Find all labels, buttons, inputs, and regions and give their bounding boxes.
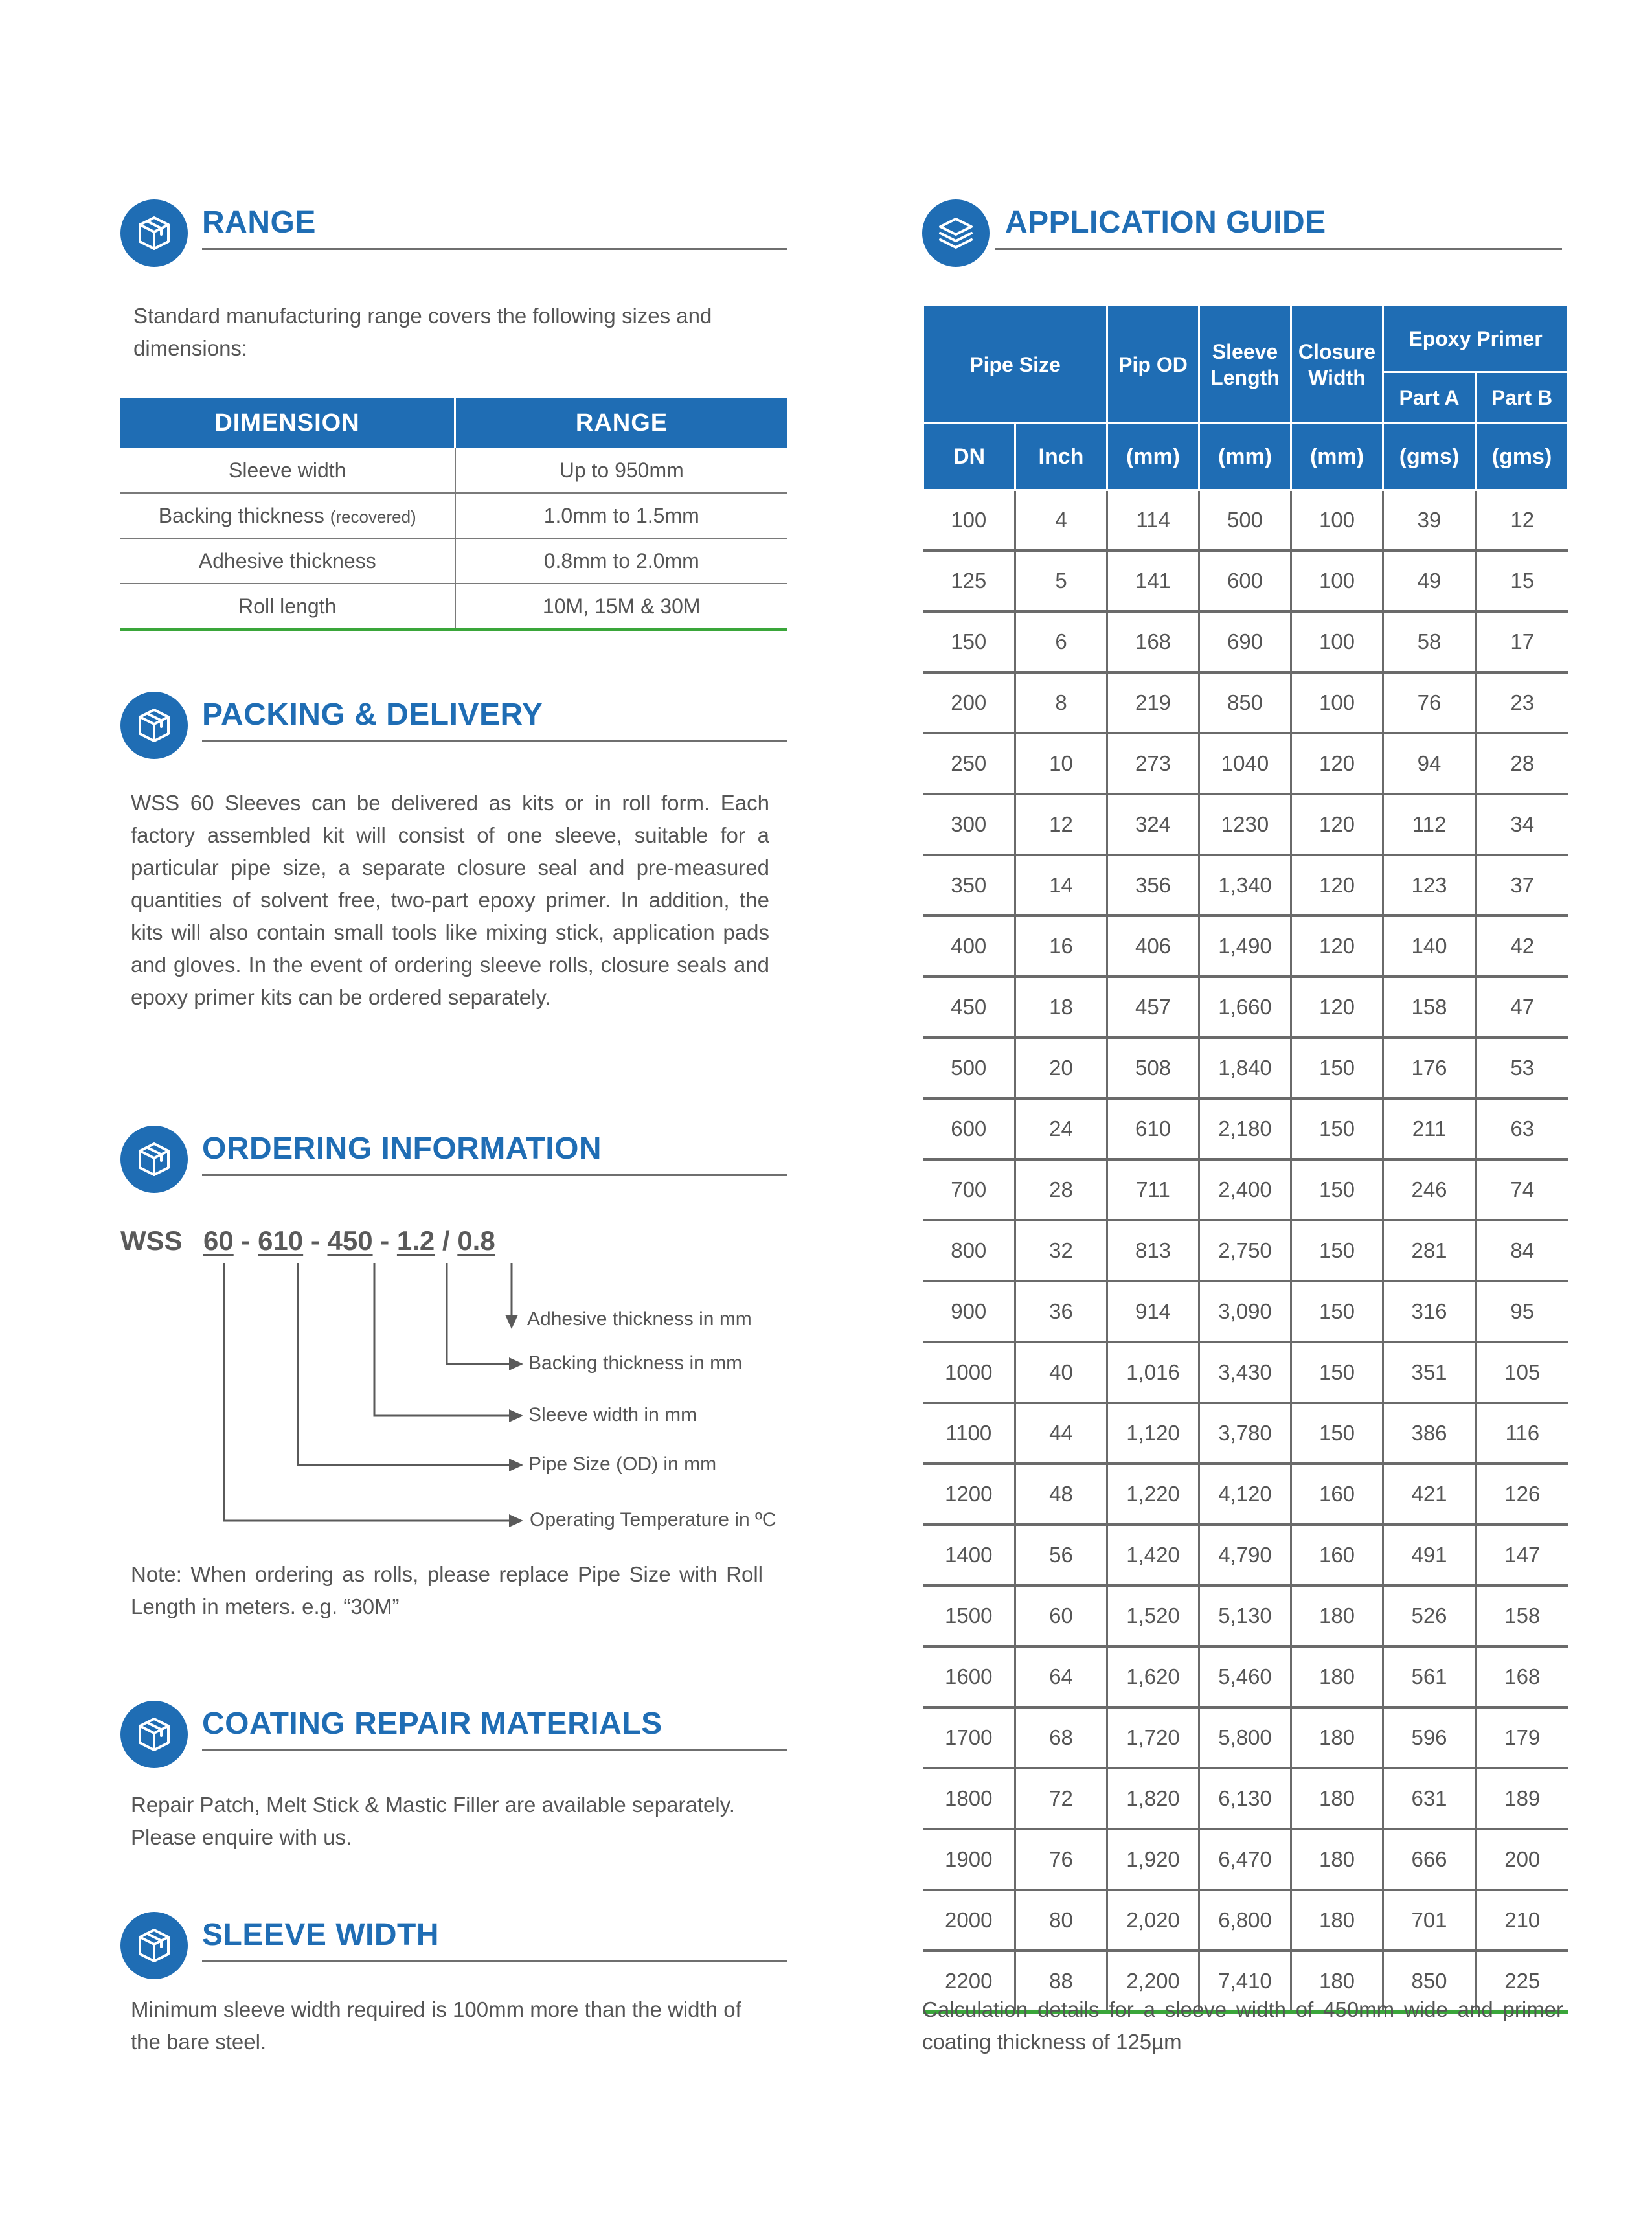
table-row [923,977,1568,1038]
legend-operating-temp: Operating Temperature in ºC [530,1509,776,1530]
cell-pipe-od: 273 [1107,733,1199,794]
packing-title: PACKING & DELIVERY [202,698,543,732]
ordering-code: 60 - 610 - 450 - 1.2 / 0.8 [203,1225,495,1256]
cell-sleeve-length: 1040 [1199,733,1291,794]
ordering-title: ORDERING INFORMATION [202,1131,602,1166]
cell-pipe-od: 1,720 [1107,1707,1199,1768]
cell-closure-width: 160 [1291,1525,1383,1585]
box-icon [120,1912,188,1979]
cell-closure-width: 180 [1291,1646,1383,1707]
cell-closure-width: 120 [1291,733,1383,794]
cell-inch: 60 [1015,1585,1107,1646]
cell-part-b: 147 [1476,1525,1568,1585]
cell-dn: 150 [923,611,1015,672]
cell-sleeve-length: 1,840 [1199,1038,1291,1098]
cell-sleeve-length: 1,490 [1199,916,1291,977]
range-value: Up to 950mm [455,448,788,493]
table-row [923,1585,1568,1646]
cell-part-b: 116 [1476,1403,1568,1464]
table-row [923,1098,1568,1159]
cell-part-b: 23 [1476,672,1568,733]
cell-pipe-od: 141 [1107,551,1199,611]
legend-backing: Backing thickness in mm [528,1352,743,1374]
cell-pipe-od: 1,920 [1107,1829,1199,1890]
cell-dn: 2000 [923,1890,1015,1951]
cell-closure-width: 180 [1291,1951,1383,2012]
cell-dn: 2200 [923,1951,1015,2012]
cell-inch: 24 [1015,1098,1107,1159]
repair-title: COATING REPAIR MATERIALS [202,1707,662,1741]
cell-part-b: 12 [1476,490,1568,551]
unit-part-a-gms: (gms) [1383,424,1476,490]
cell-pipe-od: 711 [1107,1159,1199,1220]
cell-part-a: 281 [1383,1220,1476,1281]
cell-pipe-od: 610 [1107,1098,1199,1159]
legend-pipe-size: Pipe Size (OD) in mm [528,1453,717,1475]
cell-inch: 44 [1015,1403,1107,1464]
cell-sleeve-length: 5,800 [1199,1707,1291,1768]
cell-sleeve-length: 2,750 [1199,1220,1291,1281]
cell-part-b: 17 [1476,611,1568,672]
cell-sleeve-length: 850 [1199,672,1291,733]
cell-part-b: 189 [1476,1768,1568,1829]
legend-adhesive: Adhesive thickness in mm [527,1308,752,1330]
table-row [923,1525,1568,1585]
cell-inch: 76 [1015,1829,1107,1890]
cell-inch: 5 [1015,551,1107,611]
repair-title-rule [202,1749,787,1751]
cell-part-a: 49 [1383,551,1476,611]
range-dimension: Roll length [120,584,455,630]
cell-part-b: 28 [1476,733,1568,794]
cell-closure-width: 100 [1291,551,1383,611]
cell-sleeve-length: 6,800 [1199,1890,1291,1951]
cell-closure-width: 120 [1291,855,1383,916]
table-row [923,916,1568,977]
cell-sleeve-length: 4,120 [1199,1464,1291,1525]
guide-title: APPLICATION GUIDE [1005,205,1326,240]
cell-pipe-od: 356 [1107,855,1199,916]
cell-pipe-od: 1,120 [1107,1403,1199,1464]
cell-closure-width: 180 [1291,1890,1383,1951]
cell-closure-width: 150 [1291,1098,1383,1159]
table-row [923,1403,1568,1464]
cell-part-b: 126 [1476,1464,1568,1525]
sleeve-title-rule [202,1960,787,1962]
cell-part-a: 526 [1383,1585,1476,1646]
unit-length-mm: (mm) [1199,424,1291,490]
cell-sleeve-length: 6,130 [1199,1768,1291,1829]
cell-sleeve-length: 690 [1199,611,1291,672]
cell-dn: 1600 [923,1646,1015,1707]
cell-closure-width: 100 [1291,490,1383,551]
unit-od-mm: (mm) [1107,424,1199,490]
header-pipe-size: Pipe Size [923,306,1107,424]
cell-inch: 28 [1015,1159,1107,1220]
cell-part-a: 666 [1383,1829,1476,1890]
cell-part-b: 34 [1476,794,1568,855]
cell-pipe-od: 508 [1107,1038,1199,1098]
cell-dn: 200 [923,672,1015,733]
cell-part-b: 179 [1476,1707,1568,1768]
cell-inch: 20 [1015,1038,1107,1098]
cell-inch: 14 [1015,855,1107,916]
table-row [923,1038,1568,1098]
cell-sleeve-length: 2,180 [1199,1098,1291,1159]
cell-closure-width: 120 [1291,794,1383,855]
table-row [923,1281,1568,1342]
table-row [923,794,1568,855]
cell-inch: 18 [1015,977,1107,1038]
cell-part-a: 140 [1383,916,1476,977]
cell-part-b: 47 [1476,977,1568,1038]
header-pip-od: Pip OD [1107,306,1199,424]
cell-closure-width: 150 [1291,1038,1383,1098]
cell-inch: 36 [1015,1281,1107,1342]
cell-inch: 48 [1015,1464,1107,1525]
cell-part-b: 225 [1476,1951,1568,2012]
cell-part-a: 491 [1383,1525,1476,1585]
guide-footnote: Calculation details for a sleeve width of 450mm wide and primer coating thickness of 125µm [922,1997,1563,2054]
cell-pipe-od: 324 [1107,794,1199,855]
table-row [923,551,1568,611]
range-title: RANGE [202,205,316,240]
table-row [923,733,1568,794]
cell-closure-width: 150 [1291,1159,1383,1220]
unit-dn: DN [923,424,1015,490]
cell-part-b: 74 [1476,1159,1568,1220]
cell-dn: 100 [923,490,1015,551]
cell-inch: 68 [1015,1707,1107,1768]
cell-dn: 300 [923,794,1015,855]
cell-dn: 450 [923,977,1015,1038]
cell-sleeve-length: 1,660 [1199,977,1291,1038]
range-dimension: Adhesive thickness [120,538,455,584]
cell-part-b: 168 [1476,1646,1568,1707]
cell-part-b: 84 [1476,1220,1568,1281]
cell-inch: 12 [1015,794,1107,855]
range-value: 10M, 15M & 30M [455,584,788,630]
sleeve-title: SLEEVE WIDTH [202,1918,440,1952]
cell-pipe-od: 1,420 [1107,1525,1199,1585]
cell-pipe-od: 114 [1107,490,1199,551]
cell-closure-width: 100 [1291,611,1383,672]
cell-inch: 64 [1015,1646,1107,1707]
cell-closure-width: 150 [1291,1403,1383,1464]
cell-dn: 1500 [923,1585,1015,1646]
cell-pipe-od: 1,220 [1107,1464,1199,1525]
cell-part-a: 211 [1383,1098,1476,1159]
range-value: 1.0mm to 1.5mm [455,493,788,538]
cell-part-b: 210 [1476,1890,1568,1951]
cell-inch: 4 [1015,490,1107,551]
cell-dn: 1700 [923,1707,1015,1768]
layers-icon [922,199,990,267]
cell-part-a: 123 [1383,855,1476,916]
cell-closure-width: 150 [1291,1220,1383,1281]
cell-sleeve-length: 5,460 [1199,1646,1291,1707]
cell-pipe-od: 168 [1107,611,1199,672]
cell-part-a: 58 [1383,611,1476,672]
cell-part-a: 561 [1383,1646,1476,1707]
cell-part-b: 42 [1476,916,1568,977]
header-closure-width: Closure Width [1291,306,1383,424]
cell-inch: 10 [1015,733,1107,794]
cell-inch: 80 [1015,1890,1107,1951]
cell-closure-width: 150 [1291,1342,1383,1403]
table-row [923,1829,1568,1890]
guide-title-rule [995,248,1562,250]
cell-part-b: 63 [1476,1098,1568,1159]
cell-inch: 8 [1015,672,1107,733]
cell-part-a: 596 [1383,1707,1476,1768]
ordering-note: Note: When ordering as rolls, please replace Pipe Size with Roll Length in meters. e.g. “30M” [131,1562,763,1618]
cell-dn: 400 [923,916,1015,977]
range-header-range: RANGE [455,398,788,448]
cell-sleeve-length: 500 [1199,490,1291,551]
cell-closure-width: 160 [1291,1464,1383,1525]
cell-closure-width: 120 [1291,916,1383,977]
cell-sleeve-length: 2,400 [1199,1159,1291,1220]
unit-part-b-gms: (gms) [1476,424,1568,490]
cell-closure-width: 180 [1291,1707,1383,1768]
table-row [923,611,1568,672]
cell-inch: 88 [1015,1951,1107,2012]
cell-inch: 32 [1015,1220,1107,1281]
table-row [923,1159,1568,1220]
range-intro: Standard manufacturing range covers the following sizes and dimensions: [133,304,712,360]
cell-sleeve-length: 3,090 [1199,1281,1291,1342]
packing-body: WSS 60 Sleeves can be delivered as kits or in roll form. Each factory assembled kit will consist of one sleeve, suitable for a particular pipe size, a separate closure seal and pre-measured quantities of solvent free, two-part epoxy primer. In addition, the kits will also contain small tools like mixing stick, application pads and gloves. In the event of ordering sleeve rolls, closure seals and epoxy primer kits can be ordered separately. [131,791,769,1009]
cell-dn: 250 [923,733,1015,794]
cell-sleeve-length: 7,410 [1199,1951,1291,2012]
range-dimension: Backing thickness (recovered) [120,493,455,538]
cell-sleeve-length: 4,790 [1199,1525,1291,1585]
cell-dn: 800 [923,1220,1015,1281]
table-row [923,1464,1568,1525]
cell-dn: 1400 [923,1525,1015,1585]
cell-sleeve-length: 1230 [1199,794,1291,855]
cell-part-a: 39 [1383,490,1476,551]
cell-dn: 125 [923,551,1015,611]
table-row [923,1890,1568,1951]
table-row [923,490,1568,551]
cell-inch: 16 [1015,916,1107,977]
cell-part-b: 200 [1476,1829,1568,1890]
header-part-a: Part A [1383,372,1476,424]
cell-pipe-od: 457 [1107,977,1199,1038]
header-part-b: Part B [1476,372,1568,424]
cell-part-b: 53 [1476,1038,1568,1098]
table-row [923,1768,1568,1829]
cell-part-a: 701 [1383,1890,1476,1951]
guide-table-body [923,490,1568,2012]
cell-sleeve-length: 600 [1199,551,1291,611]
range-value: 0.8mm to 2.0mm [455,538,788,584]
cell-part-a: 351 [1383,1342,1476,1403]
cell-part-b: 158 [1476,1585,1568,1646]
table-row [923,1646,1568,1707]
cell-sleeve-length: 1,340 [1199,855,1291,916]
legend-sleeve-width: Sleeve width in mm [528,1404,697,1425]
cell-inch: 6 [1015,611,1107,672]
cell-part-a: 421 [1383,1464,1476,1525]
cell-part-a: 158 [1383,977,1476,1038]
cell-closure-width: 180 [1291,1768,1383,1829]
cell-dn: 1100 [923,1403,1015,1464]
cell-dn: 1800 [923,1768,1015,1829]
cell-sleeve-length: 6,470 [1199,1829,1291,1890]
cell-inch: 40 [1015,1342,1107,1403]
cell-part-a: 94 [1383,733,1476,794]
cell-pipe-od: 219 [1107,672,1199,733]
cell-dn: 700 [923,1159,1015,1220]
unit-closure-mm: (mm) [1291,424,1383,490]
cell-closure-width: 100 [1291,672,1383,733]
header-epoxy-primer: Epoxy Primer [1383,306,1568,372]
cell-part-b: 95 [1476,1281,1568,1342]
cell-part-a: 631 [1383,1768,1476,1829]
cell-pipe-od: 813 [1107,1220,1199,1281]
range-dimension: Sleeve width [120,448,455,493]
cell-dn: 1200 [923,1464,1015,1525]
cell-pipe-od: 2,020 [1107,1890,1199,1951]
ordering-code-prefix: WSS [120,1225,183,1256]
cell-part-a: 76 [1383,672,1476,733]
cell-part-b: 37 [1476,855,1568,916]
cell-pipe-od: 406 [1107,916,1199,977]
cell-part-a: 112 [1383,794,1476,855]
box-icon [120,1701,188,1768]
cell-pipe-od: 1,620 [1107,1646,1199,1707]
cell-part-a: 386 [1383,1403,1476,1464]
table-row [923,1220,1568,1281]
cell-sleeve-length: 3,780 [1199,1403,1291,1464]
table-row [923,1707,1568,1768]
application-guide-table [922,304,1569,2014]
range-header-dimension: DIMENSION [120,398,455,448]
cell-part-a: 246 [1383,1159,1476,1220]
unit-inch: Inch [1015,424,1107,490]
cell-dn: 600 [923,1098,1015,1159]
cell-pipe-od: 1,016 [1107,1342,1199,1403]
cell-inch: 72 [1015,1768,1107,1829]
repair-body: Repair Patch, Melt Stick & Mastic Filler are available separately. Please enquire with us. [131,1793,735,1849]
cell-closure-width: 180 [1291,1829,1383,1890]
cell-dn: 1000 [923,1342,1015,1403]
cell-pipe-od: 1,820 [1107,1768,1199,1829]
cell-closure-width: 180 [1291,1585,1383,1646]
header-sleeve-length: Sleeve Length [1199,306,1291,424]
cell-sleeve-length: 3,430 [1199,1342,1291,1403]
cell-dn: 1900 [923,1829,1015,1890]
cell-part-b: 105 [1476,1342,1568,1403]
table-row [923,855,1568,916]
cell-closure-width: 150 [1291,1281,1383,1342]
table-row [923,1342,1568,1403]
table-row [923,672,1568,733]
cell-sleeve-length: 5,130 [1199,1585,1291,1646]
cell-closure-width: 120 [1291,977,1383,1038]
cell-pipe-od: 914 [1107,1281,1199,1342]
cell-part-a: 176 [1383,1038,1476,1098]
cell-dn: 350 [923,855,1015,916]
sleeve-body: Minimum sleeve width required is 100mm more than the width of the bare steel. [131,1997,741,2054]
cell-dn: 500 [923,1038,1015,1098]
cell-inch: 56 [1015,1525,1107,1585]
cell-pipe-od: 1,520 [1107,1585,1199,1646]
cell-part-a: 850 [1383,1951,1476,2012]
cell-part-a: 316 [1383,1281,1476,1342]
range-dimension-note: (recovered) [330,506,416,527]
cell-pipe-od: 2,200 [1107,1951,1199,2012]
cell-part-b: 15 [1476,551,1568,611]
cell-dn: 900 [923,1281,1015,1342]
